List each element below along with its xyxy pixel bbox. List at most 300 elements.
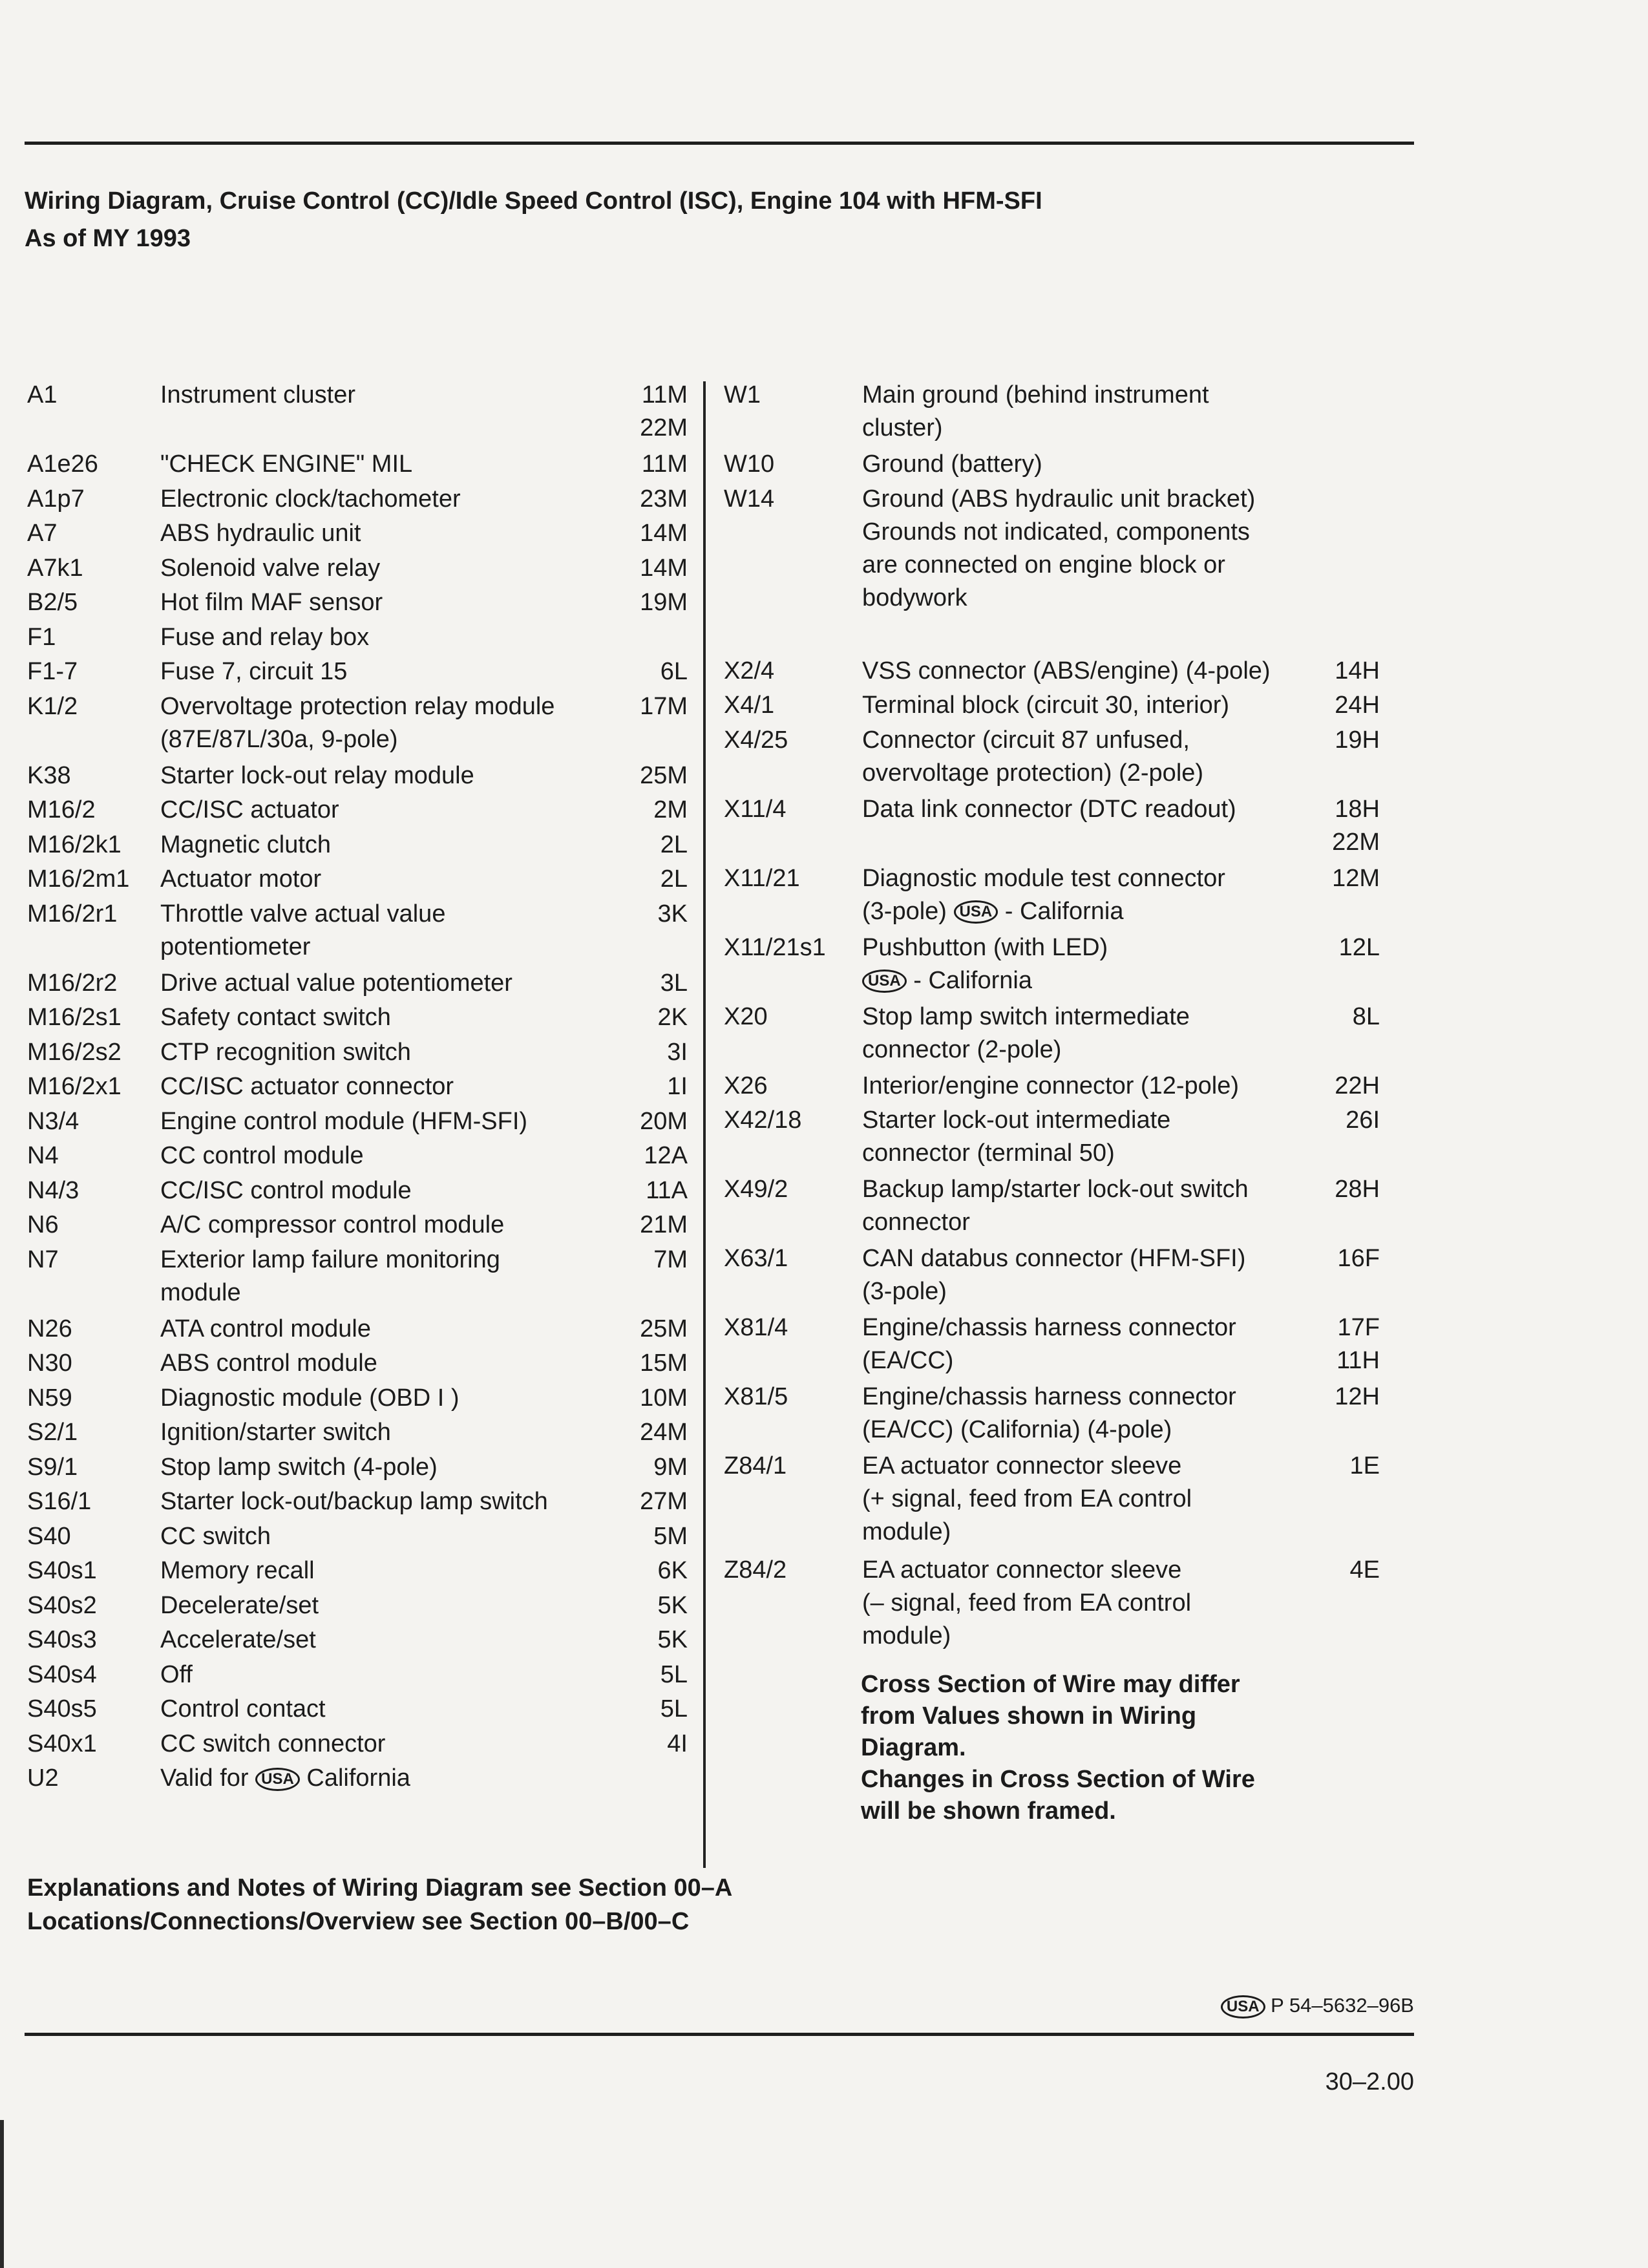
list-item bbox=[724, 862, 1380, 931]
grid-location bbox=[640, 586, 688, 619]
description-line: bodywork bbox=[862, 584, 967, 611]
note-line: Cross Section of Wire may differ bbox=[861, 1671, 1240, 1698]
component-code: N3/4 bbox=[27, 1107, 79, 1135]
grid-location bbox=[1353, 1001, 1380, 1033]
grid-location-value: 12A bbox=[644, 1142, 688, 1169]
description-line: overvoltage protection) (2-pole) bbox=[862, 759, 1204, 787]
grid-location bbox=[1335, 1381, 1380, 1414]
part-number bbox=[1221, 1994, 1414, 2019]
list-item bbox=[27, 1554, 688, 1589]
grid-location bbox=[667, 1070, 688, 1103]
component-description bbox=[160, 586, 383, 619]
component-description bbox=[862, 655, 1271, 688]
component-code: X81/4 bbox=[724, 1314, 788, 1341]
grid-location-value: 19H bbox=[1335, 726, 1380, 754]
grid-location-value: 2M bbox=[653, 796, 688, 823]
component-description bbox=[160, 1313, 371, 1346]
description-line: connector (2-pole) bbox=[862, 1035, 1062, 1063]
component-code: N59 bbox=[27, 1384, 72, 1412]
description-line: (87E/87L/30a, 9-pole) bbox=[160, 725, 398, 753]
list-item bbox=[724, 689, 1380, 724]
grid-location bbox=[667, 1728, 688, 1761]
grid-location bbox=[640, 690, 688, 723]
grid-location-value: 22H bbox=[1335, 1072, 1380, 1099]
component-description bbox=[862, 1104, 1170, 1170]
description-line: "CHECK ENGINE" MIL bbox=[160, 450, 413, 478]
grid-location-value: 2K bbox=[657, 1004, 688, 1031]
component-code: W1 bbox=[724, 381, 761, 408]
description-line: Diagnostic module test connector bbox=[862, 864, 1225, 892]
usa-badge-icon: USA bbox=[862, 970, 907, 993]
grid-location-value: 24H bbox=[1335, 692, 1380, 719]
description-prefix: (3-pole) bbox=[862, 897, 947, 925]
component-description bbox=[160, 1451, 438, 1484]
grid-location-value: 2L bbox=[660, 831, 688, 858]
component-description bbox=[160, 1693, 326, 1726]
component-description bbox=[160, 517, 361, 550]
list-item bbox=[27, 794, 688, 829]
grid-location-value: 12M bbox=[1332, 864, 1380, 892]
list-item bbox=[724, 1104, 1380, 1173]
list-item bbox=[724, 1554, 1380, 1658]
list-item bbox=[27, 1244, 688, 1313]
component-code: A1 bbox=[27, 381, 58, 408]
grid-location-value: 2L bbox=[660, 865, 688, 893]
grid-location-value: 1I bbox=[667, 1073, 688, 1100]
grid-location bbox=[1339, 931, 1380, 964]
list-item bbox=[724, 1070, 1380, 1105]
component-description bbox=[862, 379, 1209, 445]
grid-location-value: 3K bbox=[657, 900, 688, 927]
usa-badge-icon: USA bbox=[255, 1768, 300, 1791]
description-line: Control contact bbox=[160, 1695, 326, 1722]
grid-location-value: 23M bbox=[640, 485, 688, 513]
grid-location bbox=[667, 1036, 688, 1069]
grid-location-value: 11M bbox=[641, 450, 688, 478]
component-code: M16/2s2 bbox=[27, 1038, 121, 1066]
component-code: S40s3 bbox=[27, 1626, 97, 1653]
description-line: ATA control module bbox=[160, 1315, 371, 1342]
component-code: W14 bbox=[724, 485, 775, 513]
description-line: potentiometer bbox=[160, 933, 311, 960]
component-code: S40s5 bbox=[27, 1695, 97, 1722]
grid-location-value: 17M bbox=[640, 692, 688, 720]
component-code: X49/2 bbox=[724, 1176, 788, 1203]
grid-location-value: 14H bbox=[1335, 657, 1380, 684]
description-line: Backup lamp/starter lock-out switch bbox=[862, 1176, 1249, 1203]
description-line: (– signal, feed from EA control bbox=[862, 1589, 1192, 1616]
list-item bbox=[27, 1347, 688, 1382]
grid-location bbox=[640, 1416, 688, 1449]
component-code: N4 bbox=[27, 1142, 59, 1169]
description-line: Starter lock-out intermediate bbox=[862, 1107, 1171, 1134]
description-line: CC switch connector bbox=[160, 1730, 386, 1757]
grid-location bbox=[660, 655, 688, 688]
component-description bbox=[160, 1382, 460, 1415]
grid-location bbox=[1346, 1104, 1380, 1137]
description-line: Data link connector (DTC readout) bbox=[862, 795, 1236, 823]
component-description bbox=[862, 724, 1203, 790]
description-line: A/C compressor control module bbox=[160, 1211, 505, 1238]
bottom-rule bbox=[25, 2033, 1414, 2036]
list-item bbox=[27, 1762, 688, 1797]
component-code: A7k1 bbox=[27, 554, 83, 582]
grid-location bbox=[642, 448, 688, 481]
usa-badge-icon: USA bbox=[1221, 1995, 1265, 2019]
grid-location bbox=[640, 517, 688, 550]
list-item bbox=[27, 1520, 688, 1555]
grid-location-value: 15M bbox=[640, 1350, 688, 1377]
component-description bbox=[862, 483, 1255, 615]
description-line: Safety contact switch bbox=[160, 1004, 391, 1031]
description-line: Overvoltage protection relay module bbox=[160, 692, 555, 720]
grid-location-value: 21M bbox=[640, 1211, 688, 1238]
list-item bbox=[27, 1139, 688, 1174]
component-description bbox=[160, 1036, 411, 1069]
component-description bbox=[160, 1589, 319, 1622]
description-prefix: Valid for bbox=[160, 1765, 249, 1792]
grid-location-value: 1E bbox=[1349, 1452, 1380, 1479]
list-item bbox=[724, 1450, 1380, 1554]
list-item bbox=[27, 1036, 688, 1071]
description-line: Magnetic clutch bbox=[160, 831, 332, 858]
description-line: Terminal block (circuit 30, interior) bbox=[862, 692, 1230, 719]
grid-location-value: 5L bbox=[660, 1695, 688, 1722]
grid-location-value: 16F bbox=[1337, 1245, 1380, 1272]
grid-location bbox=[660, 1659, 688, 1691]
description-line: (+ signal, feed from EA control bbox=[862, 1485, 1192, 1512]
grid-location bbox=[1335, 655, 1380, 688]
list-item bbox=[27, 483, 688, 518]
grid-location-value: 6L bbox=[660, 658, 688, 685]
grid-location-value: 14M bbox=[640, 520, 688, 547]
description-line: Engine/chassis harness connector bbox=[862, 1314, 1236, 1341]
description-line: Throttle valve actual value bbox=[160, 900, 446, 927]
description-line: CC switch bbox=[160, 1522, 271, 1550]
description-line bbox=[862, 895, 1225, 928]
component-code: F1-7 bbox=[27, 658, 78, 685]
footer-note-locations: Locations/Connections/Overview see Section 00–B/00–C bbox=[27, 1908, 690, 1935]
grid-location bbox=[1338, 1242, 1380, 1275]
grid-location bbox=[640, 1485, 688, 1518]
component-code: M16/2s1 bbox=[27, 1004, 121, 1031]
component-description bbox=[160, 1762, 410, 1795]
description-line bbox=[862, 964, 1108, 997]
component-description bbox=[160, 448, 412, 481]
component-code: S40x1 bbox=[27, 1730, 97, 1757]
grid-location bbox=[653, 1244, 688, 1277]
description-line: VSS connector (ABS/engine) (4-pole) bbox=[862, 657, 1271, 684]
grid-location-value: 3I bbox=[667, 1038, 688, 1066]
list-item bbox=[27, 655, 688, 690]
grid-location bbox=[658, 1624, 688, 1657]
list-item bbox=[27, 379, 688, 448]
component-code: F1 bbox=[27, 623, 56, 651]
part-number-text: P 54–5632–96B bbox=[1271, 1994, 1414, 2017]
grid-location bbox=[1332, 793, 1380, 859]
description-line: connector (terminal 50) bbox=[862, 1139, 1115, 1167]
component-description bbox=[160, 1001, 391, 1034]
description-suffix: California bbox=[306, 1765, 410, 1792]
list-item bbox=[724, 1381, 1380, 1450]
component-description bbox=[160, 1624, 316, 1657]
description-line: Solenoid valve relay bbox=[160, 554, 381, 582]
component-description bbox=[862, 1242, 1245, 1308]
component-description bbox=[160, 1139, 364, 1172]
grid-location-value: 27M bbox=[640, 1488, 688, 1515]
grid-location-value: 4I bbox=[667, 1730, 688, 1757]
description-line: Hot film MAF sensor bbox=[160, 589, 383, 616]
component-description bbox=[862, 1381, 1236, 1447]
description-line: Off bbox=[160, 1660, 193, 1688]
component-description bbox=[160, 1070, 454, 1103]
grid-location bbox=[646, 1174, 688, 1207]
description-line: Pushbutton (with LED) bbox=[862, 933, 1108, 961]
component-description bbox=[160, 1485, 548, 1518]
note-line: will be shown framed. bbox=[861, 1797, 1116, 1825]
list-item bbox=[724, 1173, 1380, 1242]
grid-location bbox=[640, 483, 688, 516]
description-line: Fuse 7, circuit 15 bbox=[160, 658, 348, 685]
component-description bbox=[862, 1173, 1249, 1239]
component-description bbox=[862, 689, 1229, 722]
description-line: Engine/chassis harness connector bbox=[862, 1383, 1236, 1410]
component-description bbox=[862, 1450, 1192, 1549]
component-code: X26 bbox=[724, 1072, 768, 1099]
component-description bbox=[160, 794, 339, 827]
grid-location-value: 5K bbox=[657, 1626, 688, 1653]
usa-badge-icon: USA bbox=[954, 900, 998, 924]
grid-location bbox=[658, 1554, 688, 1587]
note-line: Changes in Cross Section of Wire bbox=[861, 1766, 1255, 1793]
grid-location-value: 5M bbox=[653, 1522, 688, 1550]
component-code: M16/2r2 bbox=[27, 969, 118, 997]
grid-location bbox=[1335, 724, 1380, 757]
grid-location-value: 5L bbox=[660, 1660, 688, 1688]
component-code: X20 bbox=[724, 1002, 768, 1030]
list-item bbox=[724, 655, 1380, 690]
list-item bbox=[724, 379, 1380, 448]
component-code: X11/21s1 bbox=[724, 933, 826, 961]
component-code: X4/25 bbox=[724, 726, 788, 754]
component-code: B2/5 bbox=[27, 589, 78, 616]
grid-location bbox=[1350, 1450, 1380, 1483]
list-item bbox=[27, 586, 688, 621]
grid-location-value: 25M bbox=[640, 761, 688, 789]
component-description bbox=[160, 759, 474, 792]
description-line: Stop lamp switch (4-pole) bbox=[160, 1453, 438, 1481]
description-line: Ground (ABS hydraulic unit bracket) bbox=[862, 485, 1256, 513]
component-code: M16/2 bbox=[27, 796, 96, 823]
grid-location-value: 11A bbox=[646, 1176, 688, 1204]
description-line: Diagnostic module (OBD I ) bbox=[160, 1384, 460, 1412]
list-item bbox=[27, 898, 688, 967]
description-line: (3-pole) bbox=[862, 1278, 947, 1305]
component-code: M16/2k1 bbox=[27, 831, 121, 858]
component-description bbox=[862, 1001, 1190, 1066]
list-item bbox=[27, 517, 688, 552]
grid-location-value: 12L bbox=[1338, 933, 1380, 961]
description-line: connector bbox=[862, 1209, 970, 1236]
component-code: A1p7 bbox=[27, 485, 85, 513]
list-item bbox=[724, 1311, 1380, 1381]
note-line: from Values shown in Wiring bbox=[861, 1702, 1197, 1730]
grid-location-value: 12H bbox=[1335, 1383, 1380, 1410]
component-code: Z84/2 bbox=[724, 1556, 787, 1584]
list-item bbox=[27, 829, 688, 864]
description-line: CC/ISC actuator bbox=[160, 796, 339, 823]
grid-location-value: 26I bbox=[1346, 1107, 1380, 1134]
description-line: are connected on engine block or bbox=[862, 551, 1225, 578]
grid-location-value: 5K bbox=[657, 1591, 688, 1619]
page-subtitle: As of MY 1993 bbox=[25, 225, 191, 252]
grid-location-value: 10M bbox=[640, 1384, 688, 1412]
component-description bbox=[160, 1659, 193, 1691]
description-line: Exterior lamp failure monitoring bbox=[160, 1245, 500, 1273]
scan-edge-mark bbox=[0, 2120, 4, 2268]
grid-location bbox=[1350, 1554, 1380, 1587]
grid-location bbox=[640, 1382, 688, 1415]
description-line: Ground (battery) bbox=[862, 450, 1042, 478]
component-code: N7 bbox=[27, 1245, 59, 1273]
component-code: S16/1 bbox=[27, 1488, 92, 1515]
description-line: Starter lock-out/backup lamp switch bbox=[160, 1488, 548, 1515]
list-item bbox=[724, 448, 1380, 483]
list-item bbox=[27, 448, 688, 483]
component-code: S40s1 bbox=[27, 1557, 97, 1584]
description-line: CC/ISC control module bbox=[160, 1176, 412, 1204]
component-description bbox=[160, 1174, 412, 1207]
grid-location bbox=[1336, 1311, 1380, 1377]
description-line: EA actuator connector sleeve bbox=[862, 1556, 1182, 1584]
component-description bbox=[160, 829, 331, 862]
description-line: Memory recall bbox=[160, 1557, 315, 1584]
grid-location-value: 25M bbox=[640, 1315, 688, 1342]
component-code: U2 bbox=[27, 1765, 59, 1792]
component-code: N6 bbox=[27, 1211, 59, 1238]
component-code: K38 bbox=[27, 761, 71, 789]
component-code: S40 bbox=[27, 1522, 71, 1550]
description-line: Ignition/starter switch bbox=[160, 1419, 391, 1446]
component-description bbox=[160, 1416, 391, 1449]
component-code: X42/18 bbox=[724, 1107, 802, 1134]
description-line: Interior/engine connector (12-pole) bbox=[862, 1072, 1240, 1099]
grid-location bbox=[1335, 1070, 1380, 1103]
component-description bbox=[160, 690, 555, 756]
component-code: X4/1 bbox=[724, 692, 775, 719]
grid-location-value: 6K bbox=[657, 1557, 688, 1584]
grid-location bbox=[658, 898, 688, 931]
component-code: X63/1 bbox=[724, 1245, 788, 1272]
top-rule bbox=[25, 142, 1414, 145]
component-description bbox=[160, 1554, 315, 1587]
grid-location-value: 22M bbox=[1332, 828, 1380, 856]
description-line: module) bbox=[862, 1622, 951, 1649]
description-line: module bbox=[160, 1278, 241, 1306]
list-item bbox=[27, 1693, 688, 1728]
description-line: CAN databus connector (HFM-SFI) bbox=[862, 1245, 1246, 1272]
component-code: S40s2 bbox=[27, 1591, 97, 1619]
list-item bbox=[27, 1209, 688, 1244]
description-line: (EA/CC) bbox=[862, 1347, 954, 1374]
grid-location bbox=[640, 759, 688, 792]
grid-location-value: 20M bbox=[640, 1107, 688, 1135]
grid-location-value: 24M bbox=[640, 1419, 688, 1446]
grid-location-value: 14M bbox=[640, 554, 688, 582]
description-line: ABS hydraulic unit bbox=[160, 520, 361, 547]
list-item bbox=[27, 1589, 688, 1624]
component-description bbox=[160, 552, 380, 585]
grid-location bbox=[640, 379, 688, 445]
description-line: Starter lock-out relay module bbox=[160, 761, 474, 789]
component-code: W10 bbox=[724, 450, 775, 478]
description-line: Stop lamp switch intermediate bbox=[862, 1002, 1190, 1030]
list-item bbox=[27, 1624, 688, 1659]
description-line: Grounds not indicated, components bbox=[862, 518, 1250, 546]
list-item bbox=[724, 793, 1380, 862]
list-item bbox=[724, 1242, 1380, 1311]
description-line: CC control module bbox=[160, 1142, 364, 1169]
description-line: CC/ISC actuator connector bbox=[160, 1073, 454, 1100]
list-item bbox=[27, 1485, 688, 1520]
component-description bbox=[862, 1070, 1239, 1103]
list-item bbox=[27, 1451, 688, 1486]
grid-location-value: 8L bbox=[1352, 1002, 1380, 1030]
component-code: S2/1 bbox=[27, 1419, 78, 1446]
grid-location bbox=[653, 1451, 688, 1484]
component-description bbox=[160, 863, 321, 896]
description-line: Accelerate/set bbox=[160, 1626, 316, 1653]
component-description bbox=[160, 1728, 385, 1761]
description-line: ABS control module bbox=[160, 1350, 377, 1377]
component-code: Z84/1 bbox=[724, 1452, 787, 1479]
grid-location bbox=[660, 863, 688, 896]
grid-location bbox=[660, 829, 688, 862]
component-code: N4/3 bbox=[27, 1176, 79, 1204]
grid-location-value: 18H bbox=[1335, 795, 1380, 823]
description-line: Main ground (behind instrument bbox=[862, 381, 1209, 408]
grid-location-value: 11M bbox=[641, 381, 688, 408]
grid-location bbox=[660, 1693, 688, 1726]
component-description bbox=[862, 1554, 1191, 1653]
grid-location bbox=[1332, 862, 1380, 895]
list-item bbox=[27, 552, 688, 587]
component-code: N30 bbox=[27, 1350, 72, 1377]
list-item bbox=[27, 690, 688, 759]
list-item bbox=[27, 1174, 688, 1209]
list-item bbox=[27, 621, 688, 656]
page-number: 30–2.00 bbox=[1325, 2068, 1414, 2095]
list-item bbox=[27, 1070, 688, 1105]
list-item bbox=[724, 1001, 1380, 1070]
description-line: Fuse and relay box bbox=[160, 623, 370, 651]
list-item bbox=[724, 931, 1380, 1001]
description-suffix: - California bbox=[913, 966, 1032, 994]
grid-location-value: 9M bbox=[653, 1453, 688, 1481]
component-code: M16/2x1 bbox=[27, 1073, 121, 1100]
description-line: EA actuator connector sleeve bbox=[862, 1452, 1182, 1479]
component-description bbox=[862, 1311, 1236, 1377]
component-description bbox=[160, 1520, 271, 1553]
list-item bbox=[27, 967, 688, 1002]
list-item bbox=[27, 759, 688, 794]
grid-location-value: 3L bbox=[660, 969, 688, 997]
description-line: Actuator motor bbox=[160, 865, 322, 893]
component-code: X81/5 bbox=[724, 1383, 788, 1410]
component-code: X2/4 bbox=[724, 657, 775, 684]
description-line bbox=[160, 1762, 410, 1795]
component-code: M16/2m1 bbox=[27, 865, 130, 893]
